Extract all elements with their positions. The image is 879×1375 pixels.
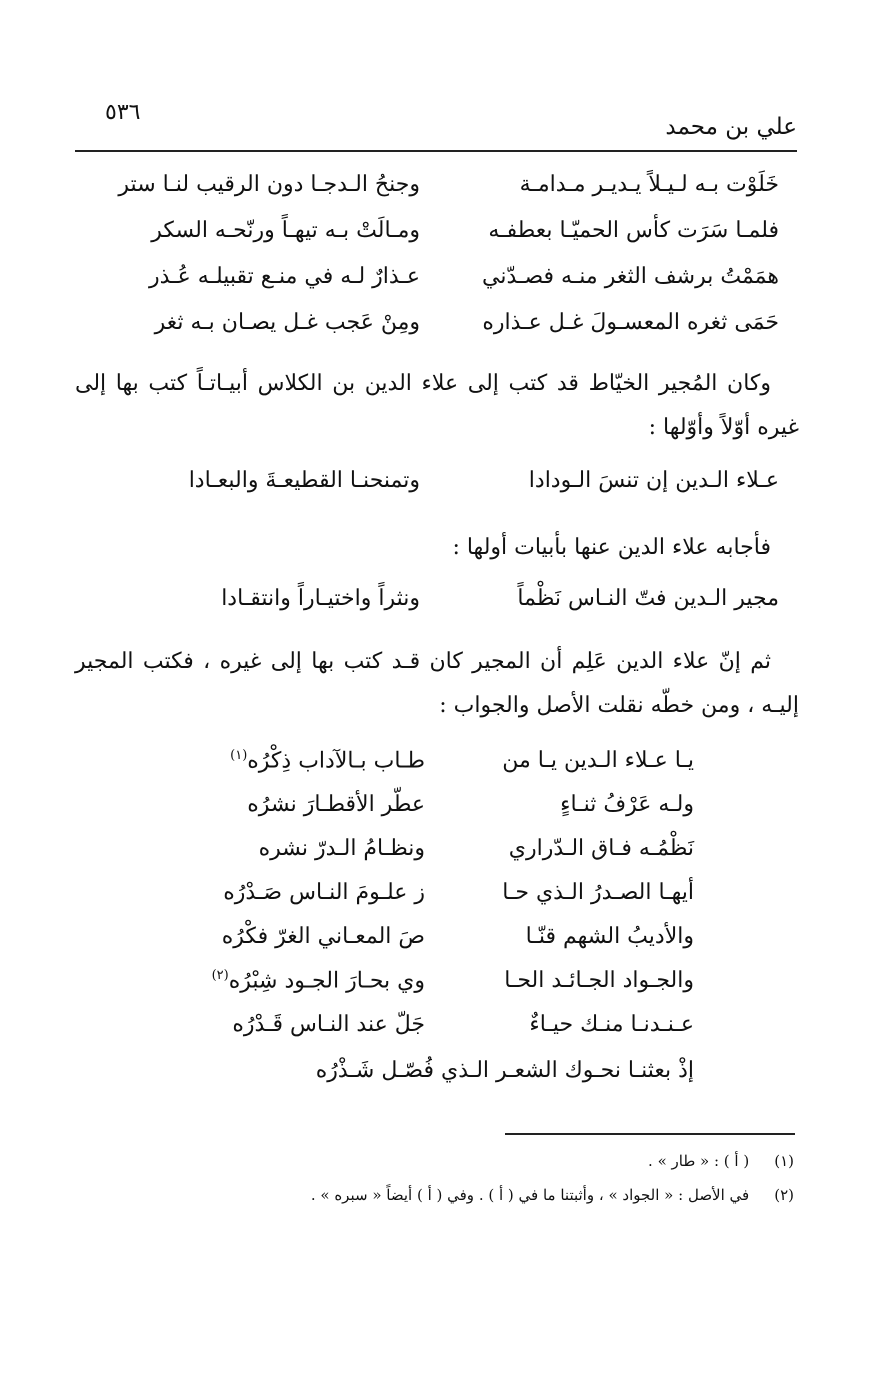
verse-text: طـاب بـالآداب ذِكْرُه	[247, 748, 425, 774]
verse-hemistich-second	[170, 748, 425, 773]
verse-hemistich-second: ومِنْ عَجب غـل يصـان بـه ثغر	[154, 310, 420, 335]
verse-hemistich-first: عـلاء الـدين إن تنسَ الـودادا	[528, 468, 779, 493]
footnote-marker: (٢)	[211, 968, 229, 983]
verse-line	[170, 1012, 694, 1052]
footnote-marker: (١)	[230, 748, 248, 763]
verse-hemistich-second: ز علـومَ النـاس صَـدْرُه	[223, 880, 425, 905]
footnote-text: في الأصل : « الجواد » ، وأثبتنا ما في ( أ ) . وفي ( أ ) أيضاً « سبره » .	[310, 1186, 750, 1204]
verse-line	[170, 968, 694, 1008]
verse-line	[100, 586, 779, 626]
verse-hemistich-first: والجـواد الجـائـد الحـا	[504, 968, 694, 993]
verse-hemistich-first: حَمَى ثغره المعسـولَ غـل عـذاره	[482, 310, 779, 335]
page-header	[75, 100, 797, 150]
verse-line	[170, 880, 694, 920]
verse-hemistich-second: ونثراً واختيـاراً وانتقـادا	[221, 586, 420, 611]
verse-hemistich-first: عـنـدنـا منـك حيـاءٌ	[529, 1012, 694, 1037]
verse-hemistich-first: فلمـا سَرَت كأس الحميّـا بعطفـه	[488, 218, 779, 243]
verse-line	[170, 924, 694, 964]
footnote	[80, 1186, 794, 1204]
paragraph: وكان المُجير الخيّاط قد كتب إلى علاء الدين بن الكلاس أبيـاتـاً كتب بها إلى غيره أوّلاً وأوّلها :	[75, 371, 799, 440]
verse-line	[100, 468, 779, 508]
verse-hemistich-first: يـا عـلاء الـدين يـا من	[502, 748, 694, 773]
verse-hemistich-first: همَمْتُ برشف الثغر منـه فصـدّني	[482, 264, 779, 289]
running-title: علي بن محمد	[665, 114, 797, 140]
footnote-rule	[505, 1133, 795, 1135]
verse-hemistich-first: نَظْمُـه فـاق الـدّراري	[508, 836, 694, 861]
verse-hemistich-second: وجنحُ الـدجـا دون الرقيب لنـا ستر	[118, 172, 420, 197]
verse-line	[170, 748, 694, 788]
verse-line	[100, 310, 779, 350]
verse-line	[170, 1058, 694, 1098]
verse-hemistich-second: ومـالَتْ بـه تيهـاً ورنّحـه السكر	[151, 218, 420, 243]
verse-hemistich-first: والأديبُ الشهم قنّـا	[525, 924, 694, 949]
verse-line	[170, 836, 694, 876]
verse-hemistich-second: عـذارٌ لـه في منـع تقبيلـه عُـذر	[149, 264, 420, 289]
verse-hemistich-second: عطّر الأقطـارَ نشرُه	[247, 792, 425, 817]
footnote-number: (٢)	[774, 1186, 794, 1204]
verse-hemistich-second	[170, 968, 425, 993]
verse-line	[100, 172, 779, 212]
verse-line	[100, 218, 779, 258]
footnote-text: ( أ ) : « طار » .	[648, 1152, 750, 1170]
verse-hemistich-second: وتمنحنـا القطيعـةَ والبعـادا	[188, 468, 420, 493]
footnote	[80, 1152, 794, 1170]
footnote-number: (١)	[774, 1152, 794, 1170]
paragraph: ثم إنّ علاء الدين عَلِم أن المجير كان قـد كتب بها إلى غيره ، فكتب المجير إليـه ، ومن خطّه نقلت الأصل والجواب :	[75, 649, 799, 718]
header-rule	[75, 150, 797, 152]
verse-hemistich-first: خَلَوْت بـه لـيـلاً يـديـر مـدامـة	[519, 172, 779, 197]
verse-hemistich-first: ولـه عَرْفُ ثنـاءٍ	[560, 792, 694, 817]
verse-hemistich-first: أيهـا الصـدرُ الـذي حـا	[502, 880, 694, 905]
verse-text: وي بحـارَ الجـود شِبْرُه	[228, 968, 425, 994]
verse-line	[100, 264, 779, 304]
paragraph: فأجابه علاء الدين عنها بأبيات أولها :	[452, 535, 771, 560]
verse-hemistich-second: ونظـامُ الـدرّ نشره	[258, 836, 425, 861]
verse-hemistich-second: صَ المعـاني الغرّ فكْرُه	[221, 924, 425, 949]
page-number: ٥٣٦	[105, 100, 141, 125]
verse-hemistich-first: إذْ بعثنـا نحـوك الشعـر الـذي فُصّـل شَـذْرُه	[315, 1058, 694, 1083]
verse-line	[170, 792, 694, 832]
verse-hemistich-first: مجير الـدين فتّ النـاس نَظْماً	[517, 586, 779, 611]
verse-hemistich-second: جَلّ عند النـاس قَـدْرُه	[232, 1012, 425, 1037]
